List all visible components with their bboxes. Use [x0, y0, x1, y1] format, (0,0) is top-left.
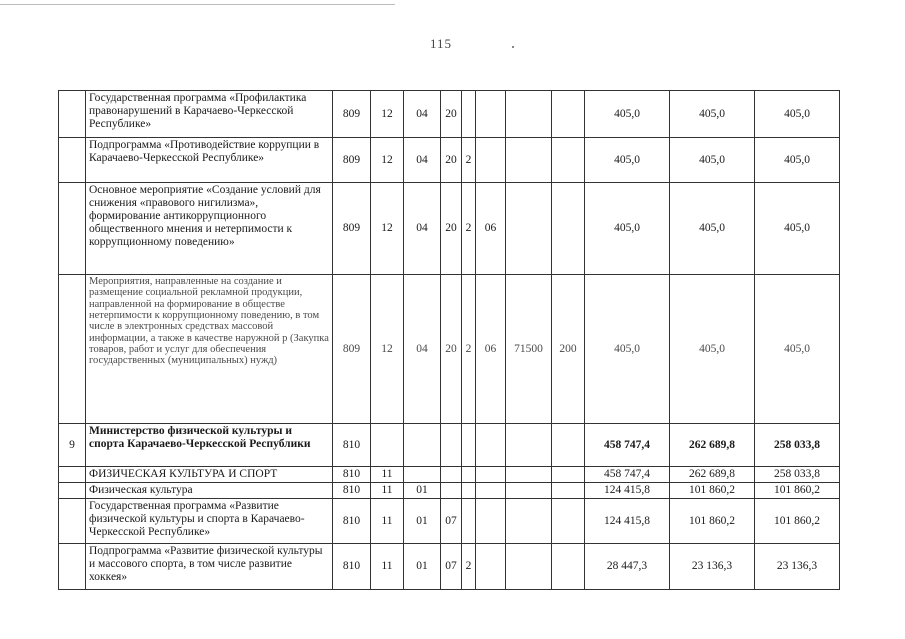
subprogram-code: 2 — [462, 138, 476, 183]
table-row — [59, 138, 840, 183]
section-code: 12 — [371, 275, 404, 424]
row-name: Государственная программа «Профилактика правонарушений в Карачаево-Черкесской Республике» — [86, 91, 333, 138]
section-code: 12 — [371, 183, 404, 275]
program-code — [441, 483, 462, 499]
program-code: 07 — [441, 544, 462, 590]
event-code — [476, 91, 506, 138]
row-index: 9 — [59, 424, 86, 467]
row-name: Государственная программа «Развитие физической культуры и спорта в Карачаево-Черкесской Республике» — [86, 499, 333, 544]
scan-speck — [512, 46, 514, 48]
row-index — [59, 499, 86, 544]
budget-table — [58, 90, 840, 590]
section-code: 12 — [371, 138, 404, 183]
table-row — [59, 424, 840, 467]
subprogram-code — [462, 499, 476, 544]
amount-year-2: 262 689,8 — [670, 467, 755, 483]
expense-type-code — [552, 499, 585, 544]
row-name: ФИЗИЧЕСКАЯ КУЛЬТУРА И СПОРТ — [86, 467, 333, 483]
amount-year-1: 458 747,4 — [585, 467, 670, 483]
program-code: 20 — [441, 91, 462, 138]
direction-code: 71500 — [506, 275, 552, 424]
event-code — [476, 499, 506, 544]
subprogram-code — [462, 467, 476, 483]
amount-year-1: 405,0 — [585, 138, 670, 183]
amount-year-2: 101 860,2 — [670, 499, 755, 544]
direction-code — [506, 91, 552, 138]
table-row — [59, 467, 840, 483]
direction-code — [506, 544, 552, 590]
expense-type-code — [552, 467, 585, 483]
amount-year-3: 405,0 — [755, 91, 840, 138]
ved-code: 810 — [333, 499, 371, 544]
table-row — [59, 183, 840, 275]
subprogram-code: 2 — [462, 183, 476, 275]
section-code: 11 — [371, 483, 404, 499]
row-index — [59, 544, 86, 590]
subsection-code — [404, 467, 441, 483]
table-row — [59, 544, 840, 590]
subsection-code: 01 — [404, 499, 441, 544]
expense-type-code — [552, 138, 585, 183]
ved-code: 810 — [333, 467, 371, 483]
program-code: 20 — [441, 183, 462, 275]
section-code: 12 — [371, 91, 404, 138]
section-code: 11 — [371, 544, 404, 590]
subprogram-code — [462, 483, 476, 499]
subprogram-code — [462, 91, 476, 138]
direction-code — [506, 424, 552, 467]
row-name: Министерство физической культуры и спорта Карачаево-Черкесской Республики — [86, 424, 333, 467]
event-code — [476, 424, 506, 467]
amount-year-2: 405,0 — [670, 138, 755, 183]
amount-year-3: 405,0 — [755, 183, 840, 275]
row-name: Мероприятия, направленные на создание и размещение социальной рекламной продукции, направленной на формирование в обществе нетерпимости к коррупционному поведению, в том числе в электронных средствах массовой информации, а также в качестве наружной р (Закупка товаров, работ и услуг для обеспечения государственных (муниципальных) нужд) — [86, 275, 333, 424]
amount-year-1: 28 447,3 — [585, 544, 670, 590]
direction-code — [506, 138, 552, 183]
event-code — [476, 544, 506, 590]
event-code — [476, 138, 506, 183]
amount-year-1: 405,0 — [585, 91, 670, 138]
amount-year-3: 405,0 — [755, 275, 840, 424]
event-code — [476, 483, 506, 499]
ved-code: 809 — [333, 138, 371, 183]
subsection-code: 04 — [404, 138, 441, 183]
scan-edge-line — [0, 4, 395, 5]
amount-year-3: 258 033,8 — [755, 467, 840, 483]
amount-year-2: 23 136,3 — [670, 544, 755, 590]
program-code — [441, 424, 462, 467]
subsection-code: 04 — [404, 91, 441, 138]
amount-year-2: 405,0 — [670, 183, 755, 275]
subsection-code: 01 — [404, 483, 441, 499]
event-code: 06 — [476, 275, 506, 424]
amount-year-2: 405,0 — [670, 275, 755, 424]
expense-type-code: 200 — [552, 275, 585, 424]
subsection-code — [404, 424, 441, 467]
amount-year-3: 405,0 — [755, 138, 840, 183]
amount-year-3: 258 033,8 — [755, 424, 840, 467]
subsection-code: 04 — [404, 183, 441, 275]
program-code — [441, 467, 462, 483]
table-row — [59, 275, 840, 424]
amount-year-1: 458 747,4 — [585, 424, 670, 467]
event-code: 06 — [476, 183, 506, 275]
section-code: 11 — [371, 499, 404, 544]
ved-code: 810 — [333, 424, 371, 467]
amount-year-1: 405,0 — [585, 183, 670, 275]
event-code — [476, 467, 506, 483]
program-code: 07 — [441, 499, 462, 544]
expense-type-code — [552, 483, 585, 499]
row-name: Основное мероприятие «Создание условий для снижения «правового нигилизма», формирование антикоррупционного общественного мнения и нетерпимости к коррупционному поведению» — [86, 183, 333, 275]
subprogram-code: 2 — [462, 544, 476, 590]
ved-code: 809 — [333, 91, 371, 138]
ved-code: 810 — [333, 544, 371, 590]
subsection-code: 01 — [404, 544, 441, 590]
direction-code — [506, 183, 552, 275]
amount-year-1: 124 415,8 — [585, 499, 670, 544]
subprogram-code: 2 — [462, 275, 476, 424]
program-code: 20 — [441, 275, 462, 424]
row-index — [59, 138, 86, 183]
amount-year-3: 23 136,3 — [755, 544, 840, 590]
amount-year-2: 262 689,8 — [670, 424, 755, 467]
amount-year-3: 101 860,2 — [755, 499, 840, 544]
direction-code — [506, 499, 552, 544]
section-code — [371, 424, 404, 467]
table-row — [59, 499, 840, 544]
expense-type-code — [552, 91, 585, 138]
row-index — [59, 483, 86, 499]
program-code: 20 — [441, 138, 462, 183]
table-row — [59, 91, 840, 138]
amount-year-2: 405,0 — [670, 91, 755, 138]
page-number: 115 — [430, 36, 453, 51]
row-index — [59, 183, 86, 275]
subsection-code: 04 — [404, 275, 441, 424]
ved-code: 809 — [333, 183, 371, 275]
table-row — [59, 483, 840, 499]
section-code: 11 — [371, 467, 404, 483]
subprogram-code — [462, 424, 476, 467]
row-name: Подпрограмма «Противодействие коррупции в Карачаево-Черкесской Республике» — [86, 138, 333, 183]
direction-code — [506, 483, 552, 499]
amount-year-2: 101 860,2 — [670, 483, 755, 499]
row-name: Подпрограмма «Развитие физической культуры и массового спорта, в том числе развитие хоккея» — [86, 544, 333, 590]
row-index — [59, 275, 86, 424]
row-index — [59, 91, 86, 138]
expense-type-code — [552, 183, 585, 275]
expense-type-code — [552, 544, 585, 590]
ved-code: 810 — [333, 483, 371, 499]
direction-code — [506, 467, 552, 483]
row-name: Физическая культура — [86, 483, 333, 499]
amount-year-1: 124 415,8 — [585, 483, 670, 499]
ved-code: 809 — [333, 275, 371, 424]
expense-type-code — [552, 424, 585, 467]
amount-year-1: 405,0 — [585, 275, 670, 424]
amount-year-3: 101 860,2 — [755, 483, 840, 499]
row-index — [59, 467, 86, 483]
